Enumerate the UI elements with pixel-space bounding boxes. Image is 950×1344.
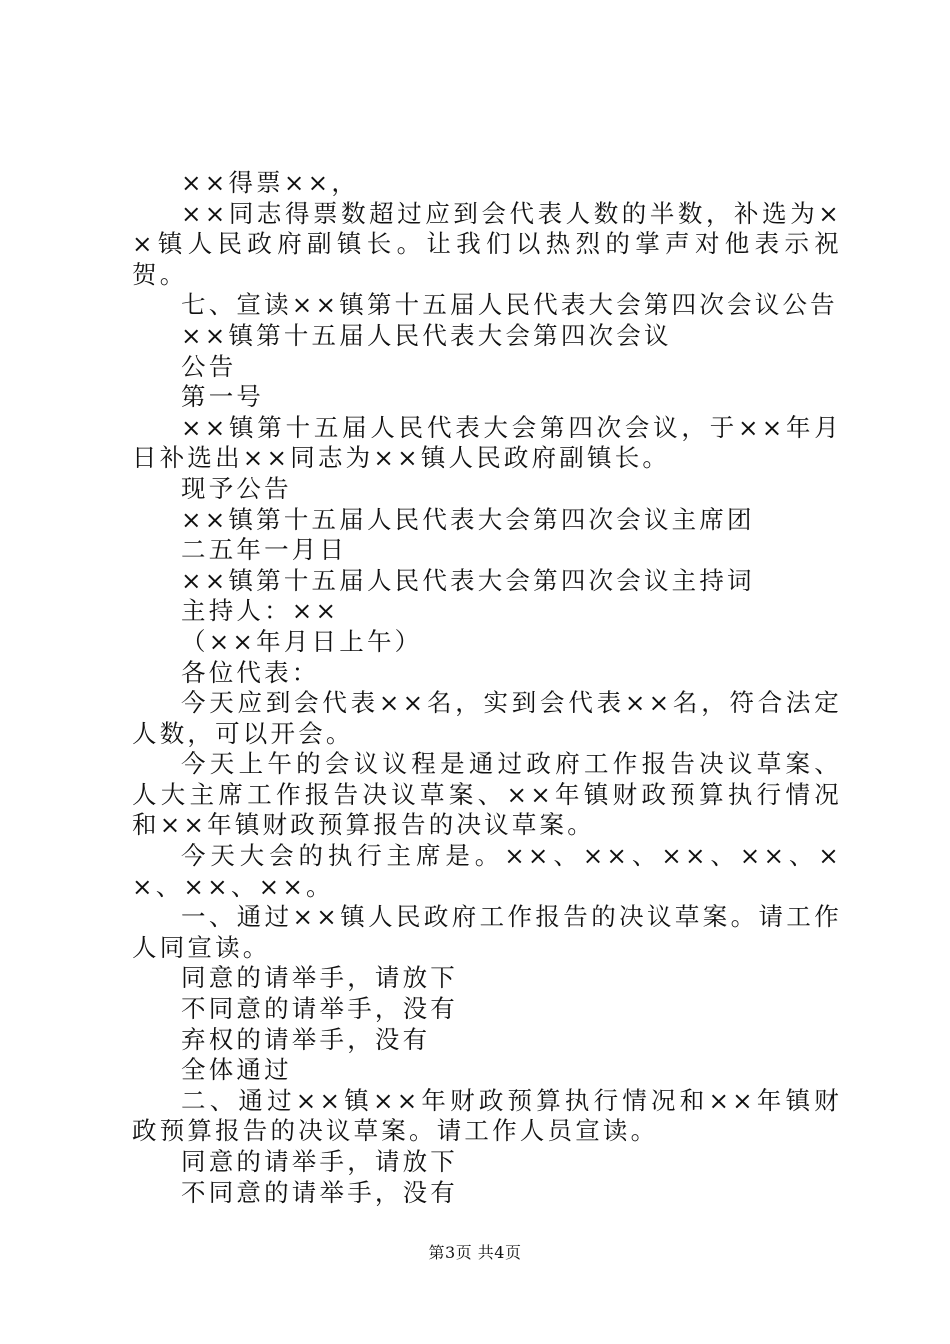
- paragraph-vote-disagree: 不同意的请举手，没有: [181, 994, 458, 1024]
- paragraph-item-two: 二、通过××镇××年财政预算执行情况和××年镇财政预算报告的决议草案。请工作人员宣读。: [132, 1085, 842, 1146]
- paragraph-vote-disagree-2: 不同意的请举手，没有: [181, 1177, 458, 1207]
- paragraph-session-time: （××年月日上午）: [181, 626, 423, 656]
- paragraph-host-speech-title: ××镇第十五届人民代表大会第四次会议主持词: [181, 565, 755, 595]
- document-body: [132, 168, 842, 1208]
- paragraph-agenda-item-seven: 七、宣读××镇第十五届人民代表大会第四次会议公告: [181, 290, 838, 320]
- paragraph-greeting: 各位代表：: [181, 657, 320, 687]
- page-footer: 第3页 共4页: [428, 1243, 522, 1262]
- paragraph-vote-agree-2: 同意的请举手，请放下: [181, 1147, 458, 1176]
- paragraph-announcement-body: ××镇第十五届人民代表大会第四次会议，于××年月日补选出××同志为××镇人民政府副镇长。: [132, 412, 842, 473]
- paragraph-meeting-name: ××镇第十五届人民代表大会第四次会议: [181, 320, 672, 350]
- paragraph-vote-agree: 同意的请举手，请放下: [181, 963, 458, 993]
- paragraph-vote-abstain: 弃权的请举手，没有: [181, 1024, 431, 1054]
- paragraph-announcement-title: 公告: [181, 351, 237, 381]
- paragraph-item-one: 一、通过××镇人民政府工作报告的决议草案。请工作人同宣读。: [132, 902, 842, 962]
- paragraph-date: 二五年一月日: [181, 535, 348, 565]
- paragraph-agenda-overview: 今天上午的会议议程是通过政府工作报告决议草案、人大主席工作报告决议草案、××年镇财政预算执行情况和××年镇财政预算报告的决议草案。: [132, 749, 842, 840]
- paragraph-announcement-number: 第一号: [181, 382, 265, 412]
- paragraph-hereby-announce: 现予公告: [181, 473, 292, 503]
- paragraph-passed: 全体通过: [181, 1055, 292, 1085]
- paragraph-vote-count: ××得票××，: [181, 168, 360, 197]
- paragraph-executive-chairs: 今天大会的执行主席是。××、××、××、××、××、××、××。: [132, 841, 842, 901]
- paragraph-host-name: 主持人：××: [181, 596, 340, 626]
- paragraph-presidium: ××镇第十五届人民代表大会第四次会议主席团: [181, 504, 755, 534]
- paragraph-attendance: 今天应到会代表××名，实到会代表××名，符合法定人数，可以开会。: [132, 688, 842, 748]
- paragraph-election-result: ××同志得票数超过应到会代表人数的半数，补选为××镇人民政府副镇长。让我们以热烈的掌声对他表示祝贺。: [132, 198, 842, 289]
